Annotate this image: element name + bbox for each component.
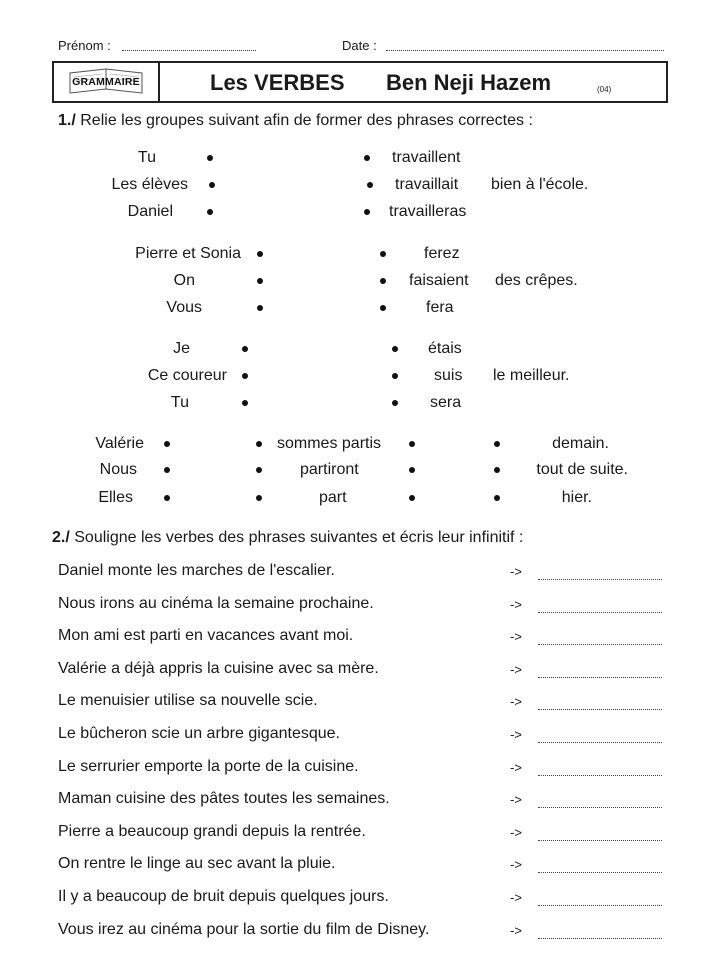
- infinitive-answer-field-10[interactable]: [538, 872, 662, 873]
- infinitive-answer-field-8[interactable]: [538, 807, 662, 808]
- g2-dot-left-3[interactable]: [257, 305, 263, 311]
- g3-subject-1: Je: [173, 340, 190, 357]
- g4-subject-2: Nous: [99, 461, 137, 478]
- infinitive-answer-field-7[interactable]: [538, 775, 662, 776]
- g2-subject-3: Vous: [166, 299, 202, 316]
- sentence-11: Il y a beaucoup de bruit depuis quelques jours.: [58, 888, 389, 905]
- g1-dot-left-3[interactable]: [207, 209, 213, 215]
- g4-verb-3: part: [319, 489, 347, 506]
- arrow-11: ->: [510, 890, 522, 905]
- g4-dot-c-2[interactable]: [409, 467, 415, 473]
- g1-verb-3: travailleras: [389, 203, 467, 220]
- infinitive-answer-field-1[interactable]: [538, 579, 662, 580]
- g4-dot-d-1[interactable]: [494, 441, 500, 447]
- prenom-field[interactable]: [122, 50, 256, 51]
- infinitive-answer-field-6[interactable]: [538, 742, 662, 743]
- g1-verb-2: travaillait: [395, 176, 459, 193]
- g1-dot-right-2[interactable]: [367, 182, 373, 188]
- g4-dot-c-1[interactable]: [409, 441, 415, 447]
- g4-complement-3: hier.: [561, 489, 592, 506]
- g4-subject-3: Elles: [98, 489, 133, 506]
- author-name: Ben Neji Hazem: [386, 70, 552, 95]
- arrow-7: ->: [510, 759, 522, 775]
- g2-subject-1: Pierre et Sonia: [135, 245, 241, 262]
- exercise2-instruction: Souligne les verbes des phrases suivantes et écris leur infinitif :: [74, 529, 524, 546]
- infinitive-answer-field-12[interactable]: [538, 938, 662, 939]
- sentence-10: On rentre le linge au sec avant la pluie.: [58, 855, 336, 873]
- sentence-3: Mon ami est parti en vacances avant moi.: [58, 627, 354, 645]
- g2-dot-left-1[interactable]: [257, 251, 263, 257]
- infinitive-answer-field-4[interactable]: [538, 677, 662, 678]
- g3-dot-left-1[interactable]: [242, 346, 248, 352]
- g2-subject-2: On: [173, 272, 195, 289]
- g1-dot-right-1[interactable]: [364, 155, 370, 161]
- page-title: Les VERBES: [210, 70, 345, 95]
- g1-subject-3: Daniel: [127, 203, 173, 220]
- g2-verb-2: faisaient: [409, 272, 469, 289]
- arrow-4: ->: [510, 661, 522, 677]
- date-field[interactable]: [386, 50, 664, 51]
- exercise1-title: [58, 112, 533, 130]
- g4-dot-d-2[interactable]: [494, 467, 500, 473]
- g4-verb-1: sommes partis: [277, 435, 382, 452]
- arrow-12: ->: [510, 922, 522, 938]
- logo-text: GRAMMAIRE: [72, 76, 140, 88]
- g2-dot-right-1[interactable]: [380, 251, 386, 257]
- sentence-2: Nous irons au cinéma la semaine prochaine.: [58, 594, 374, 612]
- infinitive-answer-field-11[interactable]: [538, 905, 662, 906]
- header-box: [52, 61, 668, 103]
- g1-dot-right-3[interactable]: [364, 209, 370, 215]
- g2-dot-right-3[interactable]: [380, 305, 386, 311]
- g3-verb-1: étais: [428, 340, 462, 357]
- g3-dot-left-3[interactable]: [242, 400, 248, 406]
- date-label: Date :: [342, 38, 377, 53]
- arrow-8: ->: [510, 792, 522, 808]
- g4-dot-c-3[interactable]: [409, 495, 415, 501]
- g1-subject-2: Les élèves: [111, 176, 188, 193]
- g1-dot-left-1[interactable]: [207, 155, 213, 161]
- g4-verb-2: partiront: [300, 461, 359, 478]
- g3-dot-right-2[interactable]: [392, 373, 398, 379]
- sentence-5: Le menuisier utilise sa nouvelle scie.: [58, 692, 318, 710]
- prenom-label: Prénom :: [58, 38, 111, 53]
- g4-dot-b-2[interactable]: [256, 467, 262, 473]
- g3-complement: le meilleur.: [493, 367, 570, 384]
- g3-verb-3: sera: [430, 394, 462, 411]
- arrow-10: ->: [510, 857, 522, 873]
- sheet-number: (04): [597, 85, 612, 94]
- g3-verb-2: suis: [434, 367, 463, 384]
- g4-dot-a-1[interactable]: [164, 441, 170, 447]
- g1-complement: bien à l'école.: [491, 176, 589, 193]
- arrow-6: ->: [510, 727, 522, 742]
- g1-subject-1: Tu: [137, 149, 156, 166]
- arrow-2: ->: [510, 596, 522, 612]
- arrow-3: ->: [510, 629, 522, 645]
- exercise1-instruction: Relie les groupes suivant afin de former des phrases correctes :: [80, 112, 533, 129]
- g1-dot-left-2[interactable]: [209, 182, 215, 188]
- g4-subject-1: Valérie: [95, 435, 144, 452]
- infinitive-answer-field-2[interactable]: [538, 612, 662, 613]
- g4-complement-2: tout de suite.: [536, 461, 628, 478]
- arrow-1: ->: [510, 564, 522, 579]
- g2-verb-3: fera: [426, 299, 454, 316]
- g4-dot-b-1[interactable]: [256, 441, 262, 447]
- g2-verb-1: ferez: [424, 245, 460, 262]
- infinitive-answer-field-5[interactable]: [538, 709, 662, 710]
- g3-subject-2: Ce coureur: [147, 367, 227, 384]
- g1-verb-1: travaillent: [392, 149, 461, 166]
- header-divider: [158, 63, 160, 101]
- g2-complement: des crêpes.: [495, 272, 578, 289]
- infinitive-answer-field-3[interactable]: [538, 644, 662, 645]
- g4-dot-a-2[interactable]: [164, 467, 170, 473]
- sentence-12: Vous irez au cinéma pour la sortie du film de Disney.: [58, 920, 430, 938]
- arrow-5: ->: [510, 694, 522, 710]
- infinitive-answer-field-9[interactable]: [538, 840, 662, 841]
- sentence-9: Pierre a beaucoup grandi depuis la rentrée.: [58, 822, 366, 840]
- g4-dot-a-3[interactable]: [164, 495, 170, 501]
- exercise2-title: [52, 529, 523, 547]
- g4-dot-d-3[interactable]: [494, 495, 500, 501]
- sentence-7: Le serrurier emporte la porte de la cuisine.: [58, 757, 359, 775]
- exercise2-number: 2./: [52, 529, 70, 546]
- sentence-8: Maman cuisine des pâtes toutes les semaines.: [58, 790, 390, 808]
- g2-dot-right-2[interactable]: [380, 278, 386, 284]
- exercise1-number: 1./: [58, 112, 76, 129]
- sentence-6: Le bûcheron scie un arbre gigantesque.: [58, 725, 340, 742]
- grammaire-logo: [60, 67, 152, 97]
- g3-dot-right-1[interactable]: [392, 346, 398, 352]
- g2-dot-left-2[interactable]: [257, 278, 263, 284]
- sentence-1: Daniel monte les marches de l'escalier.: [58, 562, 335, 579]
- sentence-4: Valérie a déjà appris la cuisine avec sa mère.: [58, 659, 379, 677]
- g3-subject-3: Tu: [170, 394, 189, 411]
- g4-dot-b-3[interactable]: [256, 495, 262, 501]
- g3-dot-right-3[interactable]: [392, 400, 398, 406]
- g4-complement-1: demain.: [552, 435, 609, 452]
- g3-dot-left-2[interactable]: [242, 373, 248, 379]
- arrow-9: ->: [510, 824, 522, 840]
